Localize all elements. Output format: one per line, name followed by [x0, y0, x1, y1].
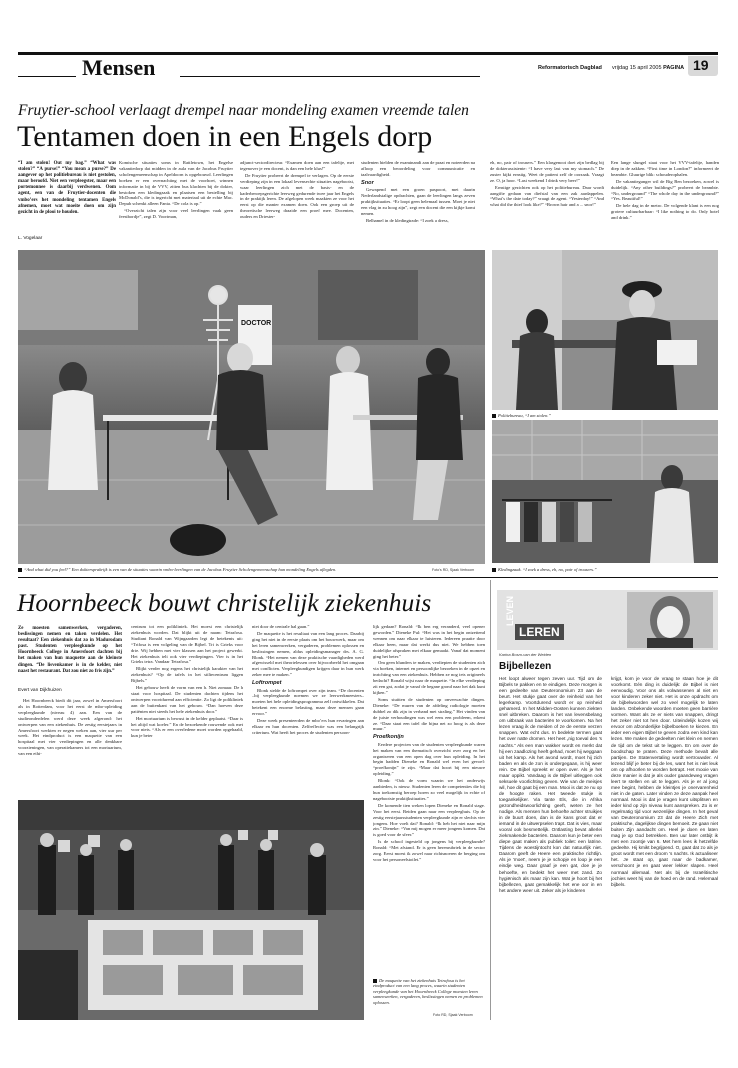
photo-credit-main: Foto’s RD, Sjaak Verboom	[432, 568, 475, 572]
paragraph: “Overzicht talen zijn voor veel leerlingen vaak geen feestbordje”, zegt D. Voortman,	[119, 208, 233, 220]
paragraph: De vakantieganger wil de Big Ben bezoeken, zowel is duidelijk. “Any other buildings?” probeert de beambte. “No, underground” “The whole day in the underground?” “Yes. Beautiful!”	[611, 178, 719, 202]
article2-column-4	[373, 624, 485, 967]
paragraph: De maquette is het resultaat van een lang proces. Daarbij ging het niet in de eerste plaats om het bouwwerk, maar om het leren samenwerken, vergaderen, problemen oplossen en beslissingen nemen, aldus opleidingsmanager drs. A. G. Blonk. “Het nemen van deze praktische vaardigheden werd afgewisseld met theorielessen over bijvoorbeeld het omgaan met conflicten. Verpleegkundigen krijgen daar in hun werk zeker mee te maken.”	[252, 630, 364, 678]
photo-hospital-maquette	[18, 800, 364, 1020]
paragraph: Komische situaties soms in Rattletown, het Engelse vakantiedorp dat midden in de aula van de Jacobus Fruytier scholengemeenschap in Apeldoorn is opgebouwd. Leerlingen boeken er een overnachting met de voorhoet, winnen informatie in bij de VVV, zitten bus klachten bij de dokter, bestoken een kledingzaak en plaatsen een bestelling bij McDonald’s, die is ingericht met materiaal uit de echte Mac. Depub schenkt alleen Fanta. “De cola is op.”	[119, 160, 233, 207]
column-text-2	[611, 676, 718, 1021]
caption-maquette	[373, 978, 485, 1005]
section-box-right	[180, 58, 480, 77]
paragraph: De Fruytier probeert de drempel te verlagen. Op de eerste verdieping zijn in een lokaal levensechte situaties nagebootst, waar leerlingen zich met de basis- en de kaderberoepsgerichte leerweg gedurende twee jaar het Engels in de praktijk leren. De afgelopen week maakten ze voor het eerst op die manier examen doen. Ook een groep uit de theoretische leerweg draaide een proef mee. Docenten, ouders en Driester-	[240, 172, 354, 220]
column-text-1	[499, 676, 602, 1021]
paragraph: niet door de centrale hal gaan.”	[252, 624, 310, 629]
page-label: PAGINA	[663, 65, 685, 71]
paragraph: Een lange slungel staat voor het VVV-tafeltje, handen diep in de zakken. “First time in London?” informeert de beambte. Gluurige blik: schouderophalen.	[611, 160, 719, 177]
caption-clothes-text: Kledingzaak. “I zoek a dress, eh, no, pair of trousers.”	[498, 567, 597, 572]
paragraph: Soms stuitten de studenten op onverwachte dingen. Dieneke: “De muren van de afdeling radiologie moeten dubbel zo dik zijn in verband met straling.” Het vinden van de juiste verhoudingen was wel eens een probleem, erkent ze. “Daar staat een tafel die bijna net zo hoog is als deze muur.”	[373, 696, 485, 732]
paragraph: krijgt, kom je voor de vraag te staan hoe je dit voorkomt. Eén ding is duidelijk: de Bijbel is niet eenvoudig. Voor ons als volwassenen al niet en voor kinderen zeker niet. Het is onze opdracht om de bijbelwoorden wel zo veel mogelijk te laten landen. Onbekende woorden moeten geen barrière vormen. Want als ze er niets van snappen, dringt het zeker niet tot hen door. Uiteindelijk kozen wij ervoor om afzonderlijke bijbelboeken te kiezen. En ieder een eigen Bijbel te geven zodra een kind kan lezen. We maken de gedeelten niet klein en nemen de tijd om de tekst uit te leggen. En om over de boodschap te praten. Deze methode bevalt alle partijen. De Statenvertaling wordt vertrouwder. Al lezend blijf je beter bij de les, want het is niet leuk om op afhoorlen te worden betrapt. Het mooie van deze manier is dat je als ouder gaandeweg vragen leert te stellen en uit te leggen. Als je er al jong mee begint, hebben de kleintjes je onervarenheid niet in de gaten. Later vinden ze deze aanpak heel normaal. Mooi is dat je vragen kunt uitsplitsen en ieder kind op zijn niveau kunt aanspreken. Zo is er regelmatig tijd voor wezenlijke dingen. In het geval van Deuteronomium 23 dat de Heere Zich met praktische, dagelijkse dingen bemoeit. Ze gaan niet buiten Zijn aandacht om. Heel je doen en laten mag je op God betrekken. Ben uur later ontbijt ik met een zoontje van 6. Met hem lees ik hetzelfde gedeelte. Hij kmikt begrijpend. O, gaat dat zo als je groot wordt met een droom ’s nachts. Ik actualiseer het. Je staat op, gaat naar de badkamer, verschoont je en gaat weer lekker slapen. Heel normaal allemaal. Net als bij de Israëlitische jochies weet hij van de hoed en de rand. Helemaal bijbels.	[611, 676, 718, 887]
page-number: 19	[693, 57, 709, 73]
paragraph: Het Hoornbeeck biedt dit jaar, zowel in Amersfoort als in Rotterdam, voor het eerst de mbo-opleiding verpleegkunde (niveau 4) aan. Een van de studieonderdelen werd deze week afgerond: het ontwerpen van een ziekenhuis. De zestig eerstejaars in Amersfoort werkten er negen weken aan, vier uur per week. Het eindproduct is een maquette van een hospitaal met vier verdiepingen en alle denkbare voorzieningen, van operatiekamers tot een mortuarium, van een ethi-	[18, 698, 122, 757]
paragraph: De hele dag in de metro. De volgende klant is een nog grotere cultuurbarbaar: “I like nothing to do. Only hotel and drink.”	[611, 203, 719, 221]
paragraph: Blonk stelde de loftrompet over zijn team. “De docenten –bij verpleegkunde noemen we ze leerwerkmeesters– moeten het hele opleidingsprogramma zelf ontwikkelen. Dat betekent een enorme belasting, maar deze mensen gaan ervoor.”	[252, 687, 364, 717]
article1-byline: L. Vogelaar	[18, 236, 43, 241]
article1-headline: Tentamen doen in een Engels dorp	[17, 120, 433, 153]
column-vertical-divider	[490, 580, 491, 1020]
column-author: Karina Bosm-van der Weiden	[499, 652, 552, 657]
photo-doctor-scene	[18, 250, 485, 564]
caption-police	[492, 413, 712, 418]
paragraph: Het mortuarium is bewust in de kelder geplaatst. “Daar is het altijd wat koeler.” En de bezoekende rouwende ook met voor niets. “Als er een overledene moet worden opgehaald, kun je beter	[131, 715, 243, 739]
doctor-scene-illustration	[18, 250, 485, 564]
date-label	[612, 65, 684, 71]
column-logo-word2: LEREN	[515, 624, 564, 640]
paragraph: Is de school ingesteld op jongens bij verpleegkunde? Ronald: “Met afstand. Er is geen herenrubriek in de sector zorg. Eerst moest ik zowel naar richtsnoeren de berging om voor het personeelstoilet.”	[373, 839, 485, 862]
photo-police-station	[492, 250, 718, 410]
caption-bullet	[492, 568, 496, 572]
caption-bullet	[492, 414, 496, 418]
paragraph: Deze week presenteerden de mbo’ers hun ervaringen aan elkaar en hun docenten. Zelfreflectie was een belangrijk criterium. Wat heeft het proces de studenten persoon-	[252, 718, 364, 735]
column-logo-word1: LEVEN	[505, 596, 515, 627]
paragraph: lijk gedaan? Ronald: “Ik ben erg veranderd, veel opener geworden.” Dieneke Pul: “Het was in het begin ontzettend wennen om naar elkaar te luisteren. Iedereen praatte door elkaar heen, maar dat werkt dus niet. We hebben toen duidelijke afspraken met elkaar gemaakt. Vanaf dat moment ging het beter.”	[373, 624, 485, 659]
article2-column-3	[252, 624, 364, 794]
caption-bullet	[18, 568, 22, 572]
paragraph: adjunct-sectordirecteur. “Examen doen aan een tafeltje, met tegenover je een docent, is dan een hele klus!”	[240, 160, 354, 171]
author-portrait	[627, 592, 713, 648]
caption-maquette-text: De maquette van het ziekenhuis Tetrafosa is het eindproduct van een lang proces, waarin studenten verpleegkunde van het Hoornbeeck College moesten leren samenwerken, vergaderen, beslissingen nemen en problemen oplossen.	[373, 978, 483, 1005]
article1-column-5	[611, 160, 719, 246]
paragraph: Het gebouw heeft de vorm van een h. Niet zomaar. De h staat voor hospitaal. De studenten dachten tijdens het ontwerpen voortdurend aan efficientie. Zo ligt de polikliniek aan de buitenkant van het gebouw. “Dan hoeven deze patiënten niet steeds het hele ziekenhuis door.”	[131, 685, 243, 714]
paragraph: Blonk: “Ook de vorm waarin we het onderwijs aanbieden, is nieuw. Studenten leren de competenties die bij hun toekomstig beroep horen zo veel mogelijk in echte of nagebootste praktijksituaties.”	[373, 778, 485, 801]
photo-clothes-shop	[492, 420, 718, 563]
subheading: Loftrompet	[252, 680, 282, 687]
paragraph: eh, no, pair of trousers.” Een klasgenoot doet zijn bedlag bij de dokterassistente: “I have very last van my stomach.” De zuster kijkt ernstig. Weet de patient zelf de oorzaak. Vraagt ze. O, ja hoor. “Last weekend I drink very beer!”	[490, 160, 604, 183]
paragraph: Het loopt alweer tegen zeven uur. Tijd om de Bijbels te pakken en te eindigen. Deze morgen is een gedeelte van Deuteronomium 23 aan de beurt. Het stukje gaat over de reinheid van het legerkamp. Voortdurend wordt er op reinheid gehamerd. In het Midden-Oosten kunnen ziekten snel uitbreken. Daarom is het van levensbelang om uitbraak van bacteriën te voorkomen. Na het lezen vraag ik de meiden of ze de eerste verzen snappen. Wat echt dus. In bedekte termen gaat het over natte dromen. Het heet „nig toeval des ’s nachts.” Als een man wakker wordt en merkt dat hij een zaadlozing heeft gehad, moet hij weggaan uit het kamp. Als het avond wordt, moet hij zich baden en als de zon is ondergegaan, is hij weer rein. De Bijbel spreekt er open over. Als je het maar oppikt. Vandaag is de Bijbel uitleggen ook seksuele voorlichting geven. Wie van de meisjes wil, hoe dit gaat bij een man. Mooi is dat ze nu op de hoogte raken. Het tweede stukje is toegankelijker. Via tante Els, die in Afrika gezondheidswoorlichting geeft, weten ze het nodige. Als mensen hun behoefte achter struikjes in de buurt doen, dan is de kans groot dat er iemand in de uitwerpselen trapt. Dat is vies, maar vooral ook besmettelijk. Ontlasting bevat allerlei ziekmakende bacteriën. Daarom kun je beter een diepe gaat maken als publiek toilet: een latrine. Tijdens de woestijntocht kon dat natuurlijk niet. Daarom geeft de Heere een praktische richtlijn. Als je ’moet’, neem je je schopje en loop je een eindje weg. Daar graaf je een gat, doe je je behoefte, en bedekt het weer met zand. Zo hygiënisch als maar zijn kan. Wat je hoort bij het bijbellezen, gaat gemakkelijk het ene oor in en het andere weer uit. Zeker als je kinderen	[499, 676, 602, 893]
paragraph: Om geen blunders te maken, verdiepten de studenten zich via boeken, internet en persoonlijke bezoeken in de opzet en inrichting van een ziekenhuis. Hebben ze nog iets origineels bedacht? Ronald wijst naar de maquette. “In elke verdieping zit een gat, zodat je vanaf de begane grond naar het dak kunt kijken.”	[373, 660, 485, 695]
police-scene-illustration	[492, 250, 718, 410]
caption-police-text: Politiebureau, “I am stolen.”	[498, 413, 551, 418]
caption-main-photo	[18, 567, 418, 572]
article2-headline: Hoornbeeck bouwt christelijk ziekenhuis	[17, 588, 432, 617]
subheading: Snor	[361, 179, 374, 186]
article1-lead: “I am stolen! Out my bag.” “What was stolen?” “A purse!” “You mean a purse?” De aangever op het politiebureau is niet gestolen, maar beroofd. Niet een verpleegster, maar een portemonnee is daarbij verdwenen. Oom agent, een van de Fruytier-docenten die vmbo’ers het mondeling tentamen Engels afnemen, moet wat moeite doen om zijn gezicht in de plooi te houden.	[18, 161, 116, 215]
poster-label: DOCTOR	[241, 320, 272, 327]
paragraph: Blijkt verder nog ergens het christelijk karakter van het ziekenhuis? “Op de tafels in het stiltecentrum liggen Bijbels.”	[131, 666, 243, 684]
section-title: Mensen	[82, 55, 156, 80]
article1-kicker: Fruytier-school verlaagt drempel naar mondeling examen vreemde talen	[18, 102, 469, 119]
caption-main-text: “And what did you feel?” Een doktersprakrijk is een van de situaties waarin vmbo-leerlingen van de Jacobus Fruytier Scholengemeenschap hun mondeling Engels aflegden.	[24, 567, 337, 572]
photo-credit-maquette: Foto RD, Sjaak Verboom	[433, 1013, 473, 1017]
caption-bullet	[373, 979, 377, 983]
subheading: Proefkonijn	[373, 734, 404, 741]
column-headline: Bijbellezen	[499, 661, 552, 672]
newspaper-name: Reformatorisch Dagblad	[538, 65, 602, 71]
article2-column-2	[131, 624, 243, 794]
paragraph: Ernstige gezichten ook op het politiebureau. Daar wordt aangifte gedaan van diefstal van een zak aardappelen. “What’s the date today?” vraagt de agent. “Yesterday!” “And what did the thief look like?” “Brown hair and a ... snor!”	[490, 184, 604, 208]
maquette-scene-illustration	[18, 800, 364, 1020]
column-author-photo	[627, 592, 713, 648]
paragraph: centrum tot een polikliniek. Het moest een christelijk ziekenhuis worden. Dat blijkt uit de naam: Tetrafosa. Studiant Ronald van Wijngaarden legt de betekenis uit: “Trifosa is een volgeling van de Bijbel. Tri is Grieks voor drie. Wij hebben met vier klassen aan het project gewerkt. Het ziekenhuis telt ook vier verdiepingen. Vier is in het Grieks tetra. Vandaar Tetrafosa.”	[131, 624, 243, 665]
article1-column-2	[240, 160, 354, 246]
section-box-left	[18, 58, 76, 77]
article-divider	[18, 577, 718, 578]
article1-column-3	[361, 160, 475, 246]
article2-column-1	[18, 698, 122, 796]
article1-column-1	[119, 160, 233, 246]
article2-lead: Ze moesten samenwerken, vergaderen, beslissingen nemen en taken verdelen. Het resultaat? Een ziekenhuis dat zo in Madurodam past. Studenten verpleegkunde op het Hoornbeeck College in Amersfoort dachten bij het maken van hun maquette aan de kleinste dingen. “De lisvenkamer is in de kelder, niet naast het restaurant. Dat zou niet zo fris zijn.”	[18, 626, 122, 674]
paragraph: Belhamel in de kledingtrade: “I zoek a dress,	[366, 217, 449, 223]
paragraph: De komende tien weken lopen Dieneke en Ronald stage. Voor het eerst. Beiden gaan naar een verpleeghuis. Op de zestig eerstejaarsstudenten verpleegkunde zijn er slechts vier jongens. Hoe voelt dat? Ronald: “Ik heb het niet naar mijn zin.” Dieneke: “Van mij mogen er meer jongens komen. Dat is goed voor de sfeer.”	[373, 802, 485, 838]
paragraph: studenten hielden de examinandi aan de praat en noteerden na afloop een beoordeling voor communicatie en taalvaardigheid.	[361, 160, 475, 177]
column-logo-box	[497, 590, 718, 650]
paragraph: Gewapend met een groen paspoort, met daarin Nederlandstalige opdrachten, gaan de leerlingen langs zeven praktijksituaties. “Er loopt geen helemaal tussen. Moet je niet een vlag in zu hoog zijn”, zegt een docent die een kijkje komt nemen.	[361, 187, 475, 216]
article2-byline: Evert van Dijkhuizen	[18, 688, 62, 693]
clothes-scene-illustration	[492, 420, 718, 563]
date-text: vrijdag 15 april 2005	[612, 65, 662, 71]
article1-column-4	[490, 160, 604, 246]
paragraph: Eerdere projecten van de studenten verpleegkunde waren het maken van een thematisch overzicht over zorg en het organiseren van een open dag over hun opleiding. In het begin hadden Dieneke en Ronald wel even het gevoel: “proefkonijn” te zijn. “Maar dat hoort bij een nieuwe opleiding.”	[373, 741, 485, 777]
caption-clothes	[492, 567, 718, 572]
